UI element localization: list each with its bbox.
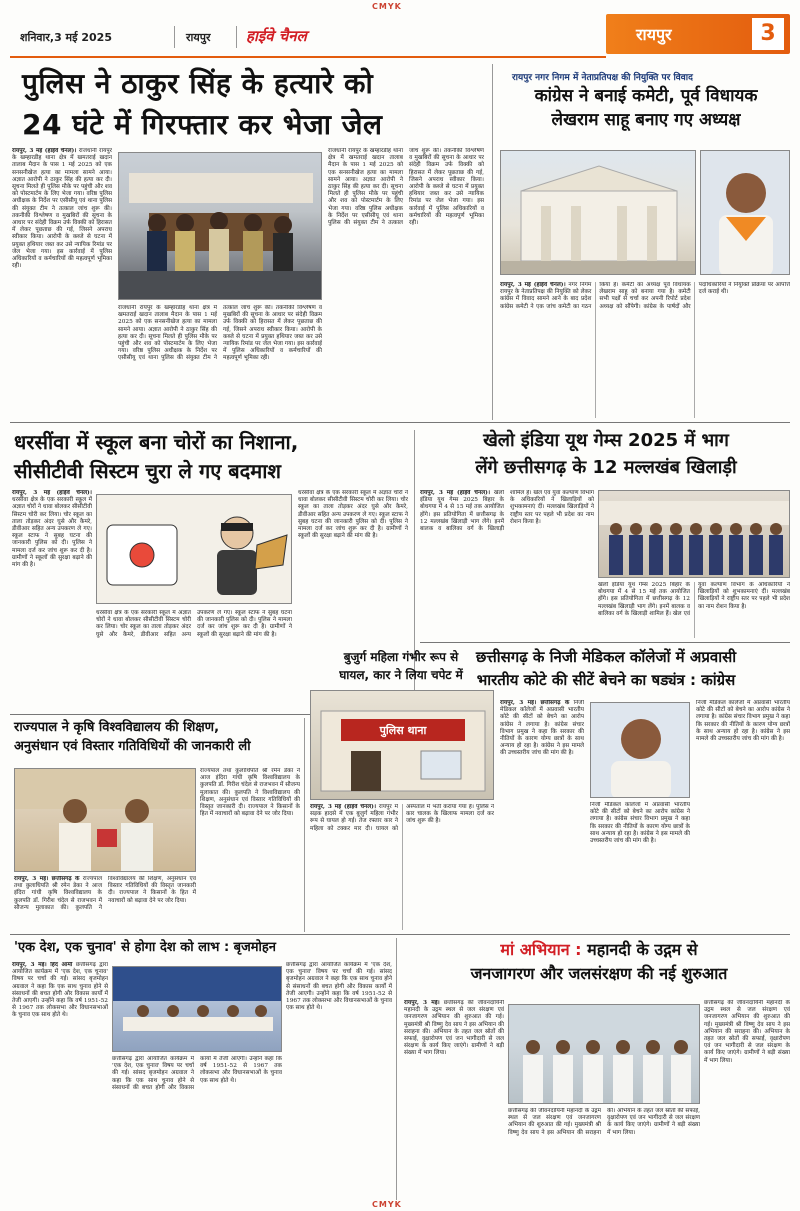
police-press-photo — [119, 153, 322, 300]
story6-body-text: रायपुर में सड़क हादसे में एक बुजुर्ग महिला गंभीर रूप से घायल हो गई। तेज रफ्तार कार ने महिला को टक्कर मार दी। घायल को अस्पताल में भर्ती कराया गया है। पुलिस ने कार चालक के खिलाफ मामला दर्ज कर जांच शुरू की है। — [310, 804, 494, 832]
story5-headline — [14, 720, 304, 756]
governor-meeting-photo — [15, 769, 196, 872]
story9-body-col1 — [404, 1000, 504, 1198]
column-divider — [492, 64, 493, 420]
story1-body-continued: राजधानी रायपुर के खम्हारडीह थाना क्षेत्र में खमतराई खदान तालाब मैदान के पास 1 मई 2025 को एक सनसनीखेज हत्या का मामला सामने आया। अज्ञात आरोपी ने ठाकुर सिंह की हत्या कर दी। सूचना मिलते ही पुलिस मौके पर पहुंची और शव को पोस्टमार्टम के लिए भेजा गया। वरिष्ठ पुलिस अधीक्षक के निर्देश पर एसीसीयू एवं थाना पुलिस की संयुक्त टीम ने तत्काल जांच शुरू की। तकनीकी विश्लेषण व मुखबिरों की सूचना के आधार पर संदेही विक्रम उर्फ विक्की को हिरासत में लेकर पूछताछ की गई, जिसने अपराध स्वीकार किया। आरोपी के कब्जे से घटना में प्रयुक्त हथियार जब्त कर उसे न्यायिक रिमांड पर जेल भेजा गया। इस कार्रवाई में पुलिस अधिकारियों व कर्मचारियों की महत्वपूर्ण भूमिका रही। — [118, 305, 322, 362]
story8-photo — [112, 966, 282, 1052]
story9-photo — [508, 1004, 700, 1104]
section-divider — [420, 642, 790, 643]
story9-body: छत्तीसगढ़ की जीवनदायिनी महानदी के उद्गम स्थल से जल संरक्षण एवं जनजागरण अभियान की शुरुआत की गई। मुख्यमंत्री श्री विष्णु देव साय ने इस अभियान की सराहना की। अभियान के तहत जल स्रोतों की सफाई, वृक्षारोपण एवं जन भागीदारी से जल संरक्षण के कार्य किए जाएंगे। ग्रामीणों ने बड़ी संख्या में भाग लिया। — [404, 1000, 504, 1057]
story8-body: छत्तीसगढ़ द्वारा आयोजित कार्यक्रम में 'एक देश, एक चुनाव' विषय पर चर्चा की गई। सांसद बृजमोहन अग्रवाल ने कहा कि एक साथ चुनाव होने से संसाधनों की बचत होगी और विकास कार्यों में तेजी आएगी। उन्होंने कहा कि वर्ष 1951-52 से 1967 तक लोकसभा और विधानसभाओं के चुनाव एक साथ होते थे। — [12, 962, 108, 1019]
story4-body-continued: खेलो इंडिया यूथ गेम्स 2025 बिहार के बोधगया में 4 से 15 मई तक आयोजित होंगे। इस प्रतियोगिता में छत्तीसगढ़ के 12 मल्लखंब खिलाड़ी भाग लेंगे। इनमें बालक व बालिका वर्ग के खिलाड़ी शामिल हैं। खेल एवं युवा कल्याण विभाग के अधिकारियों ने खिलाड़ियों को शुभकामनाएं दीं। मल्लखंब खिलाड़ियों ने राष्ट्रीय स्तर पर पहले भी प्रदेश का नाम रोशन किया है। — [598, 582, 790, 617]
story4-headline-line2: लेंगे छत्तीसगढ़ के 12 मल्लखंब खिलाड़ी — [475, 456, 737, 478]
story1-photo — [118, 152, 322, 300]
story3-body-col2 — [96, 610, 292, 710]
story4-body: खेलो इंडिया यूथ गेम्स 2025 बिहार के बोधगया में 4 से 15 मई तक आयोजित होंगे। इस प्रतियोगिता में छत्तीसगढ़ के 12 मल्लखंब खिलाड़ी भाग लेंगे। इनमें बालक व बालिका वर्ग के खिलाड़ी शामिल हैं। खेल एवं युवा कल्याण विभाग के अधिकारियों ने खिलाड़ियों को शुभकामनाएं दीं। मल्लखंब खिलाड़ियों ने राष्ट्रीय स्तर पर पहले भी प्रदेश का नाम रोशन किया है। — [420, 490, 594, 533]
story5-body: राज्यपाल तथा कुलाधिपति श्री रमेन डेका ने आज इंदिरा गांधी कृषि विश्वविद्यालय के कुलपति डॉ. गिरीश चंदेल से राजभवन में सौजन्य मुलाकात की। कुलपति ने विश्वविद्यालय की शिक्षण, अनुसंधान एवं विस्तार गतिविधियों की विस्तृत जानकारी दी। राज्यपाल ने किसानों के हित में नवाचारों को बढ़ावा देने पर जोर दिया। — [14, 876, 196, 911]
masthead-rule — [10, 56, 606, 58]
story6-headline — [308, 650, 494, 683]
story9-body-continued-2: छत्तीसगढ़ की जीवनदायिनी महानदी के उद्गम स्थल से जल संरक्षण एवं जनजागरण अभियान की शुरुआत की गई। मुख्यमंत्री श्री विष्णु देव साय ने इस अभियान की सराहना की। अभियान के तहत जल स्रोतों की सफाई, वृक्षारोपण एवं जन भागीदारी से जल संरक्षण के कार्य किए जाएंगे। ग्रामीणों ने बड़ी संख्या में भाग लिया। — [704, 1000, 790, 1064]
story6-photo — [310, 690, 494, 800]
story7-dateline: रायपुर, 3 मई। छत्तीसगढ़ के — [500, 700, 570, 706]
story9-dateline: रायपुर, 3 मई। — [404, 1000, 440, 1006]
story3-body-col1 — [12, 490, 92, 710]
story5-headline-line2: अनुसंधान एवं विस्तार गतिविधियों की जानकारी ली — [14, 739, 251, 755]
story7-body-continued: निजी मेडिकल कॉलेजों में अप्रवासी भारतीय कोटे की सीटों को बेचने का आरोप कांग्रेस ने लगाया है। कांग्रेस संचार विभाग प्रमुख ने कहा कि सरकार की नीतियों के कारण योग्य छात्रों के साथ अन्याय हो रहा है। कांग्रेस ने इस मामले की उच्चस्तरीय जांच की मांग की है। — [590, 802, 690, 845]
story2-headline-line1: कांग्रेस ने बनाई कमेटी, पूर्व विधायक — [534, 86, 758, 106]
story4-body-col1 — [420, 490, 594, 638]
story3-headline-line2: सीसीटीवी सिस्टम चुरा ले गए बदमाश — [14, 459, 282, 483]
story6-dateline: रायपुर, 3 मई (हाईवे चैनल)। — [310, 804, 377, 810]
story5-photo — [14, 768, 196, 872]
mallakhamb-team-photo — [599, 491, 790, 578]
story9-kicker: मां अभियान : — [500, 940, 582, 959]
story4-headline-line1: खेलो इंडिया यूथ गेम्स 2025 में भाग — [483, 430, 729, 451]
masthead-divider — [174, 26, 175, 48]
story4-headline — [420, 430, 792, 479]
story8-dateline: रायपुर, 3 मई। हिंद आर्मी — [12, 962, 73, 968]
story7-headline-line1: छत्तीसगढ़ के निजी मेडिकल कॉलेजों में अप्रवासी — [475, 648, 737, 666]
police-station-sign: पुलिस थाना — [379, 724, 427, 737]
issue-date: शनिवार,3 मई 2025 — [20, 31, 112, 44]
story4-body-col2 — [598, 582, 790, 638]
city-band — [606, 14, 790, 54]
story2-portrait — [700, 150, 790, 275]
story7-body-continued-2: निजी मेडिकल कॉलेजों में अप्रवासी भारतीय कोटे की सीटों को बेचने का आरोप कांग्रेस ने लगाया है। कांग्रेस संचार विभाग प्रमुख ने कहा कि सरकार की नीतियों के कारण योग्य छात्रों के साथ अन्याय हो रहा है। कांग्रेस ने इस मामले की उच्चस्तरीय जांच की मांग की है। — [696, 700, 790, 743]
story6-headline-line2: घायल, कार ने लिया चपेट में — [339, 668, 463, 682]
story2-headline — [498, 86, 794, 132]
story8-body-col3 — [286, 962, 392, 1198]
column-divider — [396, 938, 397, 1200]
story3-headline-line1: धरसींवा में स्कूल बना चोरों का निशाना, — [14, 430, 299, 454]
story7-portrait — [590, 702, 690, 798]
story1-body-continued-2: राजधानी रायपुर के खम्हारडीह थाना क्षेत्र में खमतराई खदान तालाब मैदान के पास 1 मई 2025 को एक सनसनीखेज हत्या का मामला सामने आया। अज्ञात आरोपी ने ठाकुर सिंह की हत्या कर दी। सूचना मिलते ही पुलिस मौके पर पहुंची और शव को पोस्टमार्टम के लिए भेजा गया। वरिष्ठ पुलिस अधीक्षक के निर्देश पर एसीसीयू एवं थाना पुलिस की संयुक्त टीम ने तत्काल जांच शुरू की। तकनीकी विश्लेषण व मुखबिरों की सूचना के आधार पर संदेही विक्रम उर्फ विक्की को हिरासत में लेकर पूछताछ की गई, जिसने अपराध स्वीकार किया। आरोपी के कब्जे से घटना में प्रयुक्त हथियार जब्त कर उसे न्यायिक रिमांड पर जेल भेजा गया। इस कार्रवाई में पुलिस अधिकारियों व कर्मचारियों की महत्वपूर्ण भूमिका रही। — [328, 148, 484, 227]
story1-headline-line1: पुलिस ने ठाकुर सिंह के हत्यारे को — [22, 67, 374, 100]
story8-body-continued-2: छत्तीसगढ़ द्वारा आयोजित कार्यक्रम में 'एक देश, एक चुनाव' विषय पर चर्चा की गई। सांसद बृजमोहन अग्रवाल ने कहा कि एक साथ चुनाव होने से संसाधनों की बचत होगी और विकास कार्यों में तेजी आएगी। उन्होंने कहा कि वर्ष 1951-52 से 1967 तक लोकसभा और विधानसभाओं के चुनाव एक साथ होते थे। — [286, 962, 392, 1012]
story9-body-col3 — [704, 1000, 790, 1198]
story2-dateline: रायपुर, 3 मई (हाईवे चैनल)। — [500, 282, 566, 288]
story9-headline-line2: जनजागरण और जलसंरक्षण की नई शुरुआत — [470, 964, 728, 983]
story7-body-col1 — [500, 700, 584, 930]
story1-headline — [22, 66, 492, 142]
story7-body-col3 — [696, 700, 790, 930]
story4-team-photo — [598, 490, 790, 578]
story8-body-continued: छत्तीसगढ़ द्वारा आयोजित कार्यक्रम में 'एक देश, एक चुनाव' विषय पर चर्चा की गई। सांसद बृजमोहन अग्रवाल ने कहा कि एक साथ चुनाव होने से संसाधनों की बचत होगी और विकास कार्यों में तेजी आएगी। उन्होंने कहा कि वर्ष 1951-52 से 1967 तक लोकसभा और विधानसभाओं के चुनाव एक साथ होते थे। — [112, 1056, 282, 1091]
story2-kicker: रायपुर नगर निगम में नेताप्रतिपक्ष की नियुक्ति पर विवाद — [512, 73, 693, 83]
story2-building-photo — [500, 150, 696, 275]
story9-body-continued: छत्तीसगढ़ की जीवनदायिनी महानदी के उद्गम स्थल से जल संरक्षण एवं जनजागरण अभियान की शुरुआत की गई। मुख्यमंत्री श्री विष्णु देव साय ने इस अभियान की सराहना की। अभियान के तहत जल स्रोतों की सफाई, वृक्षारोपण एवं जन भागीदारी से जल संरक्षण के कार्य किए जाएंगे। ग्रामीणों ने बड़ी संख्या में भाग लिया। — [508, 1108, 700, 1136]
print-mark-bottom: CMYK — [372, 1200, 402, 1209]
story1-body: राजधानी रायपुर के खम्हारडीह थाना क्षेत्र में खमतराई खदान तालाब मैदान के पास 1 मई 2025 को एक सनसनीखेज हत्या का मामला सामने आया। अज्ञात आरोपी ने ठाकुर सिंह की हत्या कर दी। सूचना मिलते ही पुलिस मौके पर पहुंची और शव को पोस्टमार्टम के लिए भेजा गया। वरिष्ठ पुलिस अधीक्षक के निर्देश पर एसीसीयू एवं थाना पुलिस की संयुक्त टीम ने तत्काल जांच शुरू की। तकनीकी विश्लेषण व मुखबिरों की सूचना के आधार पर संदेही विक्रम उर्फ विक्की को हिरासत में लेकर पूछताछ की गई, जिसने अपराध स्वीकार किया। आरोपी के कब्जे से घटना में प्रयुक्त हथियार जब्त कर उसे न्यायिक रिमांड पर जेल भेजा गया। इस कार्रवाई में पुलिस अधिकारियों व कर्मचारियों की महत्वपूर्ण भूमिका रही। — [12, 148, 112, 270]
spokesperson-portrait-icon — [591, 703, 690, 798]
story5-body-col1 — [14, 876, 196, 930]
section-divider — [10, 422, 790, 423]
story7-body: निजी मेडिकल कॉलेजों में अप्रवासी भारतीय कोटे की सीटों को बेचने का आरोप कांग्रेस ने लगाया है। कांग्रेस संचार विभाग प्रमुख ने कहा कि सरकार की नीतियों के कारण योग्य छात्रों के साथ अन्याय हो रहा है। कांग्रेस ने इस मामले की उच्चस्तरीय जांच की मांग की है। — [500, 700, 584, 757]
story5-body-col2 — [200, 768, 300, 930]
leader-portrait-icon — [701, 151, 790, 275]
awareness-campaign-photo — [509, 1005, 700, 1104]
brand-logo: हाईवे चैनल — [246, 27, 307, 45]
story1-headline-line2: 24 घंटे में गिरफ्तार कर भेजा जेल — [22, 108, 383, 141]
story4-dateline: रायपुर, 3 मई (हाईवे चैनल)। — [420, 490, 491, 496]
story3-illustration — [96, 494, 292, 604]
story3-body: धरसींवा क्षेत्र के एक सरकारी स्कूल में अज्ञात चोरों ने धावा बोलकर सीसीटीवी सिस्टम चोरी कर लिया। चोर स्कूल का ताला तोड़कर अंदर घुसे और कैमरे, डीवीआर सहित अन्य उपकरण ले गए। स्कूल स्टाफ ने सुबह घटना की जानकारी पुलिस को दी। पुलिस ने मामला दर्ज कर जांच शुरू कर दी है। ग्रामीणों ने स्कूलों की सुरक्षा बढ़ाने की मांग की है। — [12, 497, 92, 569]
story8-headline: 'एक देश, एक चुनाव' से होगा देश को लाभ : बृजमोहन — [14, 940, 276, 955]
story2-body-text: नगर निगम रायपुर के नेताप्रतिपक्ष की नियुक्ति को लेकर कांग्रेस में विवाद सामने आने के बाद प्रदेश कांग्रेस कमेटी ने एक जांच कमेटी का गठन किया है। कमेटी का अध्यक्ष पूर्व विधायक लेखराम साहू को बनाया गया है। कमेटी सभी पक्षों से चर्चा कर अपनी रिपोर्ट प्रदेश अध्यक्ष को सौंपेगी। कांग्रेस के पार्षदों और पदाधिकारियों ने नियुक्ति प्रक्रिया पर आपत्ति दर्ज कराई थी। — [500, 282, 790, 310]
story7-body-col2 — [590, 802, 690, 930]
story2-headline-line2: लेखराम साहू बनाए गए अध्यक्ष — [551, 110, 741, 131]
story6-headline-line1: बुजुर्ग महिला गंभीर रूप से — [343, 650, 459, 664]
story7-headline-line2: भारतीय कोटे की सीटें बेचने का षड्यंत्र : कांग्रेस — [476, 670, 736, 689]
page-number: 3 — [752, 18, 784, 50]
story1-body-col3 — [328, 148, 484, 418]
masthead-city: रायपुर — [186, 31, 211, 44]
story8-body-col1 — [12, 962, 108, 1198]
story3-headline — [14, 430, 414, 484]
police-station-photo — [311, 691, 494, 800]
column-divider — [304, 718, 305, 932]
story9-body-col2 — [508, 1108, 700, 1198]
story9-headline — [404, 940, 794, 984]
seminar-stage-photo — [113, 967, 282, 1052]
story5-headline-line1: राज्यपाल ने कृषि विश्वविद्यालय की शिक्षण, — [14, 720, 220, 735]
story1-dateline: रायपुर, 3 मई (हाईवे चैनल)। — [12, 148, 77, 154]
thief-cctv-illustration — [97, 495, 292, 604]
masthead-divider — [236, 26, 237, 48]
masthead — [10, 14, 790, 58]
story8-body-col2 — [112, 1056, 282, 1198]
story5-dateline: रायपुर, 3 मई। छत्तीसगढ़ के — [14, 876, 80, 882]
section-divider — [10, 934, 790, 935]
story2-body — [500, 282, 790, 418]
story1-body-col1 — [12, 148, 112, 418]
story1-body-col2 — [118, 305, 322, 418]
city-band-label: रायपुर — [636, 25, 672, 44]
story6-body — [310, 804, 494, 930]
congress-building-icon — [501, 151, 696, 275]
print-mark-top: CMYK — [372, 2, 402, 11]
story9-headline-line1: महानदी के उद्गम से — [587, 940, 698, 959]
story3-body-continued: धरसींवा क्षेत्र के एक सरकारी स्कूल में अज्ञात चोरों ने धावा बोलकर सीसीटीवी सिस्टम चोरी कर लिया। चोर स्कूल का ताला तोड़कर अंदर घुसे और कैमरे, डीवीआर सहित अन्य उपकरण ले गए। स्कूल स्टाफ ने सुबह घटना की जानकारी पुलिस को दी। पुलिस ने मामला दर्ज कर जांच शुरू कर दी है। ग्रामीणों ने स्कूलों की सुरक्षा बढ़ाने की मांग की है। — [96, 610, 292, 638]
story5-body-continued: राज्यपाल तथा कुलाधिपति श्री रमेन डेका ने आज इंदिरा गांधी कृषि विश्वविद्यालय के कुलपति डॉ. गिरीश चंदेल से राजभवन में सौजन्य मुलाकात की। कुलपति ने विश्वविद्यालय की शिक्षण, अनुसंधान एवं विस्तार गतिविधियों की विस्तृत जानकारी दी। राज्यपाल ने किसानों के हित में नवाचारों को बढ़ावा देने पर जोर दिया। — [200, 768, 300, 818]
story3-dateline: रायपुर, 3 मई (हाईवे चैनल)। — [12, 490, 92, 496]
story3-body-continued-2: धरसींवा क्षेत्र के एक सरकारी स्कूल में अज्ञात चोरों ने धावा बोलकर सीसीटीवी सिस्टम चोरी कर लिया। चोर स्कूल का ताला तोड़कर अंदर घुसे और कैमरे, डीवीआर सहित अन्य उपकरण ले गए। स्कूल स्टाफ ने सुबह घटना की जानकारी पुलिस को दी। पुलिस ने मामला दर्ज कर जांच शुरू कर दी है। ग्रामीणों ने स्कूलों की सुरक्षा बढ़ाने की मांग की है। — [298, 490, 408, 540]
